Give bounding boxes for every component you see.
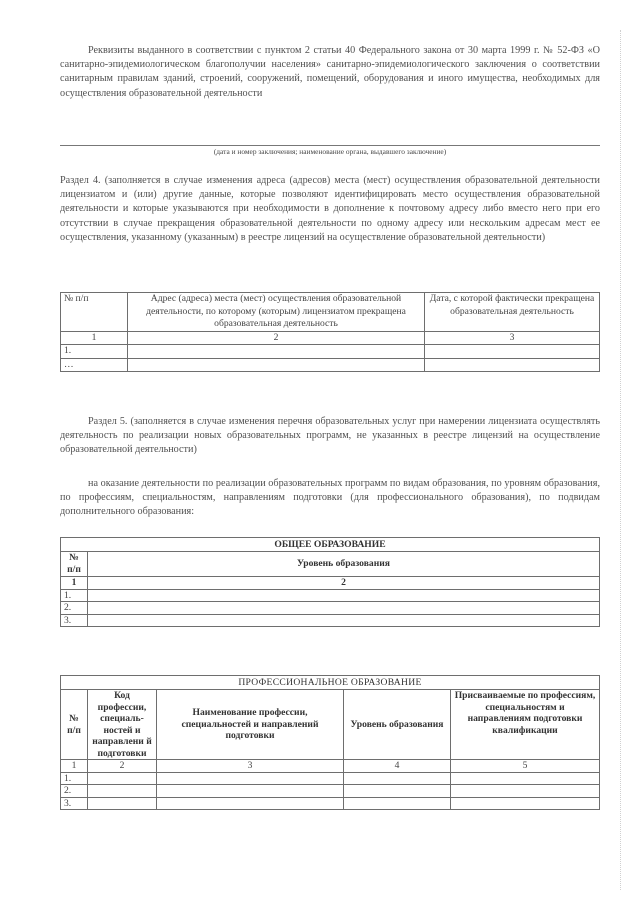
col-number-index: 1	[61, 331, 128, 345]
col-number-header: № п/п	[61, 293, 128, 332]
section4-text: Раздел 4. (заполняется в случае изменения адреса (адресов) места (мест) осуществления образовательной деятельности лицензиатом и (или) другие данные, которые позволяют идентифицировать место осуществления образовательной деятельности и которые указываются при необходимости в дополнение к почтовому адресу либо вместо него при его отсутствии в случае прекращения образовательной деятельности по одному адресу или нескольким адресам мест ее осуществления, указанному (указанным) в реестре лицензий на осуществление образовательной деятельности)	[60, 175, 600, 243]
scan-margin-line	[620, 30, 621, 890]
name-cell	[157, 772, 344, 785]
date-cell	[425, 358, 600, 372]
address-table-numbering	[61, 331, 600, 345]
code-cell	[88, 797, 157, 810]
col-address-index: 2	[128, 331, 425, 345]
table-row	[61, 614, 600, 627]
general-education-title-row	[61, 538, 600, 552]
professional-education-table	[60, 675, 600, 810]
row-number: 1.	[61, 589, 88, 602]
col-date-index: 3	[425, 331, 600, 345]
row-number: 3.	[61, 797, 88, 810]
col-level-header: Уровень образования	[344, 690, 451, 760]
row-number: 1.	[61, 772, 88, 785]
general-education-header	[61, 552, 600, 577]
row-number: …	[61, 358, 128, 372]
col-level-index: 2	[88, 577, 600, 590]
col-name-index: 3	[157, 760, 344, 773]
col-code-index: 2	[88, 760, 157, 773]
requisites-fill-line	[60, 145, 600, 146]
col-date-header: Дата, с которой фактически прекращена образовательная деятельность	[425, 293, 600, 332]
row-number: 2.	[61, 602, 88, 615]
level-cell	[344, 785, 451, 798]
section5-text: Раздел 5. (заполняется в случае изменения перечня образовательных услуг при намерении лицензиата осуществлять деятельность по реализации новых образовательных программ, не указанных в реестре лицензий на осуществление образовательной деятельности)	[60, 416, 600, 456]
col-qualification-header: Присваиваемые по профессиям, специальностям и направлениям подготовки квалификации	[451, 690, 600, 760]
col-name-header: Наименование профессии, специальностей и направлений подготовки	[157, 690, 344, 760]
address-cell	[128, 345, 425, 359]
level-cell	[344, 797, 451, 810]
date-cell	[425, 345, 600, 359]
col-level-index: 4	[344, 760, 451, 773]
professional-education-header	[61, 690, 600, 760]
address-table-header	[61, 293, 600, 332]
level-cell	[344, 772, 451, 785]
row-number: 3.	[61, 614, 88, 627]
table-row	[61, 345, 600, 359]
professional-education-title: ПРОФЕССИОНАЛЬНОЕ ОБРАЗОВАНИЕ	[61, 676, 600, 690]
col-number-header: № п/п	[61, 690, 88, 760]
general-education-numbering	[61, 577, 600, 590]
professional-education-numbering	[61, 760, 600, 773]
section5-text2: на оказание деятельности по реализации образовательных программ по видам образования, по уровням образования, по профессиям, специальностям, направлениям подготовки (для профессионального образования), по подвидам дополнительного образования:	[60, 478, 600, 518]
name-cell	[157, 785, 344, 798]
table-row	[61, 602, 600, 615]
table-row	[61, 797, 600, 810]
level-cell	[88, 602, 600, 615]
level-cell	[88, 614, 600, 627]
col-address-header: Адрес (адреса) места (мест) осуществления образовательной деятельности, по которому (которым) лицензиатом прекращена образовательная деятельность	[128, 293, 425, 332]
professional-education-title-row	[61, 676, 600, 690]
general-education-title: ОБЩЕЕ ОБРАЗОВАНИЕ	[61, 538, 600, 552]
requisites-caption: (дата и номер заключения; наименование органа, выдавшего заключение)	[213, 147, 447, 156]
col-number-index: 1	[61, 760, 88, 773]
row-number: 2.	[61, 785, 88, 798]
col-level-header: Уровень образования	[88, 552, 600, 577]
col-qualification-index: 5	[451, 760, 600, 773]
table-row	[61, 785, 600, 798]
level-cell	[88, 589, 600, 602]
row-number: 1.	[61, 345, 128, 359]
address-cell	[128, 358, 425, 372]
table-row	[61, 589, 600, 602]
name-cell	[157, 797, 344, 810]
general-education-table	[60, 537, 600, 627]
qualification-cell	[451, 797, 600, 810]
code-cell	[88, 785, 157, 798]
table-row	[61, 358, 600, 372]
qualification-cell	[451, 785, 600, 798]
requisites-text: Реквизиты выданного в соответствии с пунктом 2 статьи 40 Федерального закона от 30 марта 1999 г. № 52-ФЗ «О санитарно-эпидемиологическом благополучии населения» санитарно-эпидемиологического заключения о соответствии санитарным правилам зданий, строений, сооружений, помещений, оборудования и иного имущества, необходимых для осуществления образовательной деятельности	[60, 45, 600, 99]
qualification-cell	[451, 772, 600, 785]
code-cell	[88, 772, 157, 785]
col-code-header: Код профессии, специаль-ностей и направлени й подготовки	[88, 690, 157, 760]
table-row	[61, 772, 600, 785]
address-table	[60, 292, 600, 372]
col-number-index: 1	[61, 577, 88, 590]
col-number-header: № п/п	[61, 552, 88, 577]
